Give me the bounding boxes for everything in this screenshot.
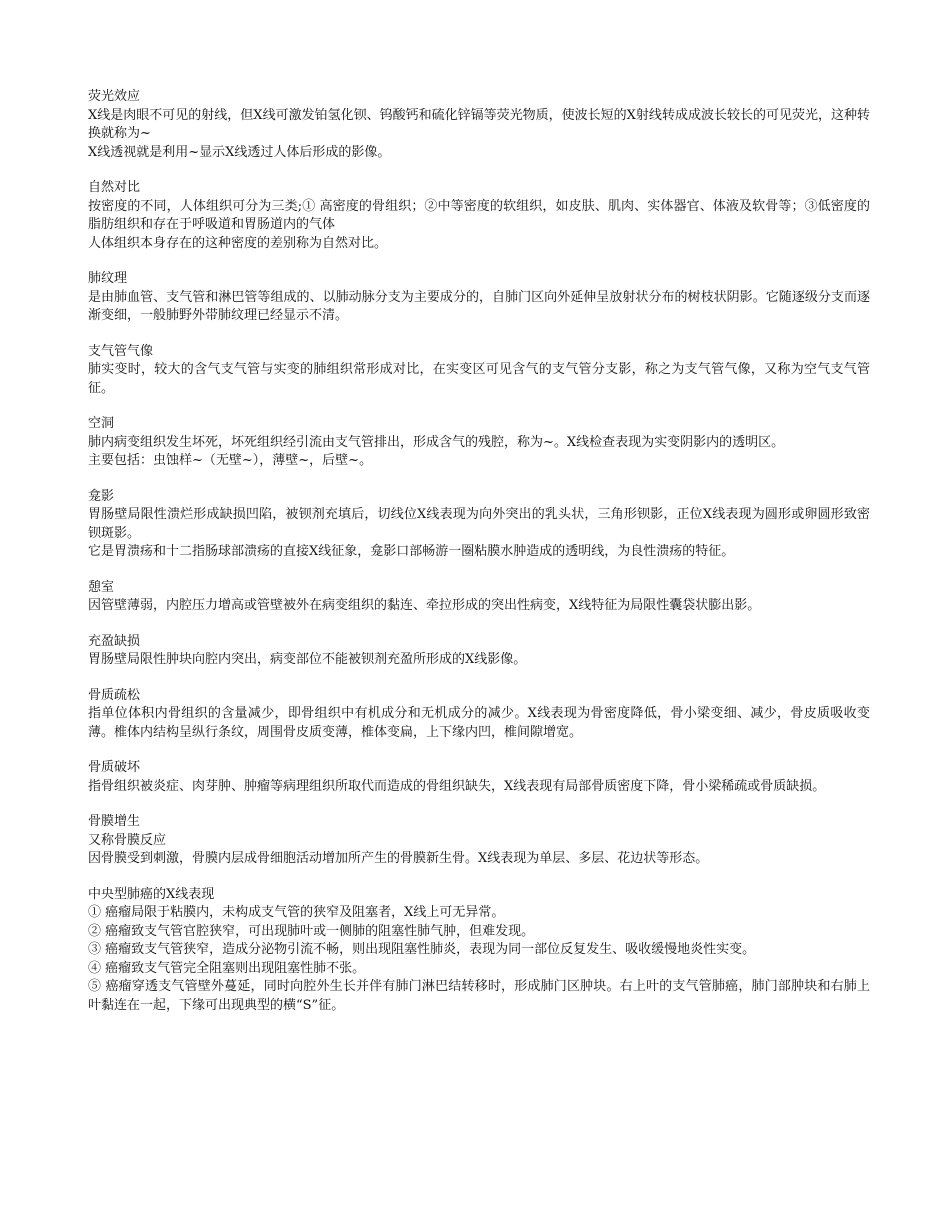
list-item: ③ 癌瘤致支气管狭窄，造成分泌物引流不畅，则出现阻塞性肺炎，表现为同一部位反复发生、吸收缓慢地炎性实变。: [88, 942, 756, 957]
section-central-lung-cancer: [88, 886, 870, 1016]
section-lung-markings: [88, 270, 870, 326]
section-paragraph: 胃肠壁局限性肿块向腔内突出，病变部位不能被钡剂充盈所形成的X线影像。: [88, 652, 527, 667]
section-cavity: [88, 415, 870, 471]
section-title: 充盈缺损: [88, 633, 141, 649]
section-title: 骨质破坏: [88, 760, 141, 775]
section-paragraph: X线透视就是利用~显示X线透过人体后形成的影像。: [88, 144, 391, 160]
section-title: 肺纹理: [88, 271, 128, 286]
section-paragraph: 它是胃溃疡和十二指肠球部溃疡的直接X线征象，龛影口部畅游一圈粘膜水肿造成的透明线，为良性溃疡的特征。: [88, 544, 735, 559]
section-filling-defect: [88, 633, 870, 670]
section-title: 骨质疏松: [88, 687, 141, 703]
section-paragraph: 主要包括：虫蚀样~（无壁~），薄壁~，后壁~。: [88, 453, 373, 468]
section-paragraph: 因管壁薄弱，内腔压力增高或管壁被外在病变组织的黏连、牵拉形成的突出性病变，X线特征为局限性囊袋状膨出影。: [88, 598, 761, 613]
section-niche: [88, 488, 870, 562]
section-air-bronchogram: [88, 343, 870, 399]
document-page: [88, 88, 870, 1032]
section-paragraph: 指骨组织被炎症、肉芽肿、肿瘤等病理组织所取代而造成的骨组织缺失，X线表现有局部骨质密度下降，骨小梁稀疏或骨质缺损。: [88, 778, 826, 794]
section-periosteal-reaction: [88, 813, 870, 869]
section-paragraph: 又称骨膜反应: [88, 832, 167, 848]
section-title: 龛影: [88, 488, 115, 504]
section-paragraph: 按密度的不同，人体组织可分为三类;① 高密度的骨组织；②中等密度的软组织，如皮肤、肌肉、实体器官、体液及软骨等；③低密度的脂肪组织和存在于呼吸道和胃肠道内的气体: [88, 198, 870, 232]
section-title: 骨膜增生: [88, 814, 141, 829]
section-title: 荧光效应: [88, 89, 141, 104]
section-title: 中央型肺癌的X线表现: [88, 886, 215, 902]
list-item: ② 癌瘤致支气管官腔狭窄，可出现肺叶或一侧肺的阻塞性肺气肿，但难发现。: [88, 923, 535, 939]
section-paragraph: 肺实变时，较大的含气支气管与实变的肺组织常形成对比，在实变区可见含气的支气管分支影，称之为支气管气像，又称为空气支气管征。: [88, 362, 870, 396]
section-osteoporosis: [88, 687, 870, 743]
section-paragraph: 因骨膜受到刺激，骨膜内层成骨细胞活动增加所产生的骨膜新生骨。X线表现为单层、多层、花边状等形态。: [88, 851, 709, 866]
section-paragraph: 指单位体积内骨组织的含量减少，即骨组织中有机成分和无机成分的减少。X线表现为骨密度降低，骨小梁变细、减少，骨皮质吸收变薄。椎体内结构呈纵行条纹，周围骨皮质变薄，椎体变扁，上下缘内凹，椎间隙增宽。: [88, 706, 870, 740]
section-title: 支气管气像: [88, 343, 154, 359]
section-paragraph: 胃肠壁局限性溃烂形成缺损凹陷，被钡剂充填后，切线位X线表现为向外突出的乳头状，三角形钡影，正位X线表现为圆形或卵圆形致密钡斑影。: [88, 507, 870, 541]
section-natural-contrast: [88, 179, 870, 253]
section-paragraph: 人体组织本身存在的这种密度的差别称为自然对比。: [88, 235, 388, 251]
section-title: 空洞: [88, 416, 115, 431]
section-title: 自然对比: [88, 180, 141, 195]
section-fluorescence: [88, 88, 870, 162]
section-paragraph: 肺内病变组织发生坏死，坏死组织经引流由支气管排出，形成含气的残腔，称为~。X线检查表现为实变阴影内的透明区。: [88, 434, 785, 450]
section-paragraph: X线是肉眼不可见的射线，但X线可激发铂氢化钡、钨酸钙和硫化锌镉等荧光物质，使波长短的X射线转成成波长较长的可见荧光，这种转换就称为~: [88, 107, 870, 141]
list-item: ⑤ 癌瘤穿透支气管壁外蔓延，同时向腔外生长并伴有肺门淋巴结转移时，形成肺门区肿块。右上叶的支气管肺癌，肺门部肿块和右肺上叶黏连在一起，下缘可出现典型的横“S”征。: [88, 979, 870, 1013]
list-item: ① 癌瘤局限于粘膜内，未构成支气管的狭窄及阻塞者，X线上可无异常。: [88, 905, 505, 920]
list-item: ④ 癌瘤致支气管完全阻塞则出现阻塞性肺不张。: [88, 960, 366, 976]
section-paragraph: 是由肺血管、支气管和淋巴管等组成的、以肺动脉分支为主要成分的，自肺门区向外延伸呈放射状分布的树枝状阴影。它随逐级分支而逐渐变细，一般肺野外带肺纹理已经显示不清。: [88, 289, 870, 323]
section-bone-destruction: [88, 759, 870, 796]
section-title: 憩室: [88, 579, 115, 595]
section-diverticulum: [88, 579, 870, 616]
